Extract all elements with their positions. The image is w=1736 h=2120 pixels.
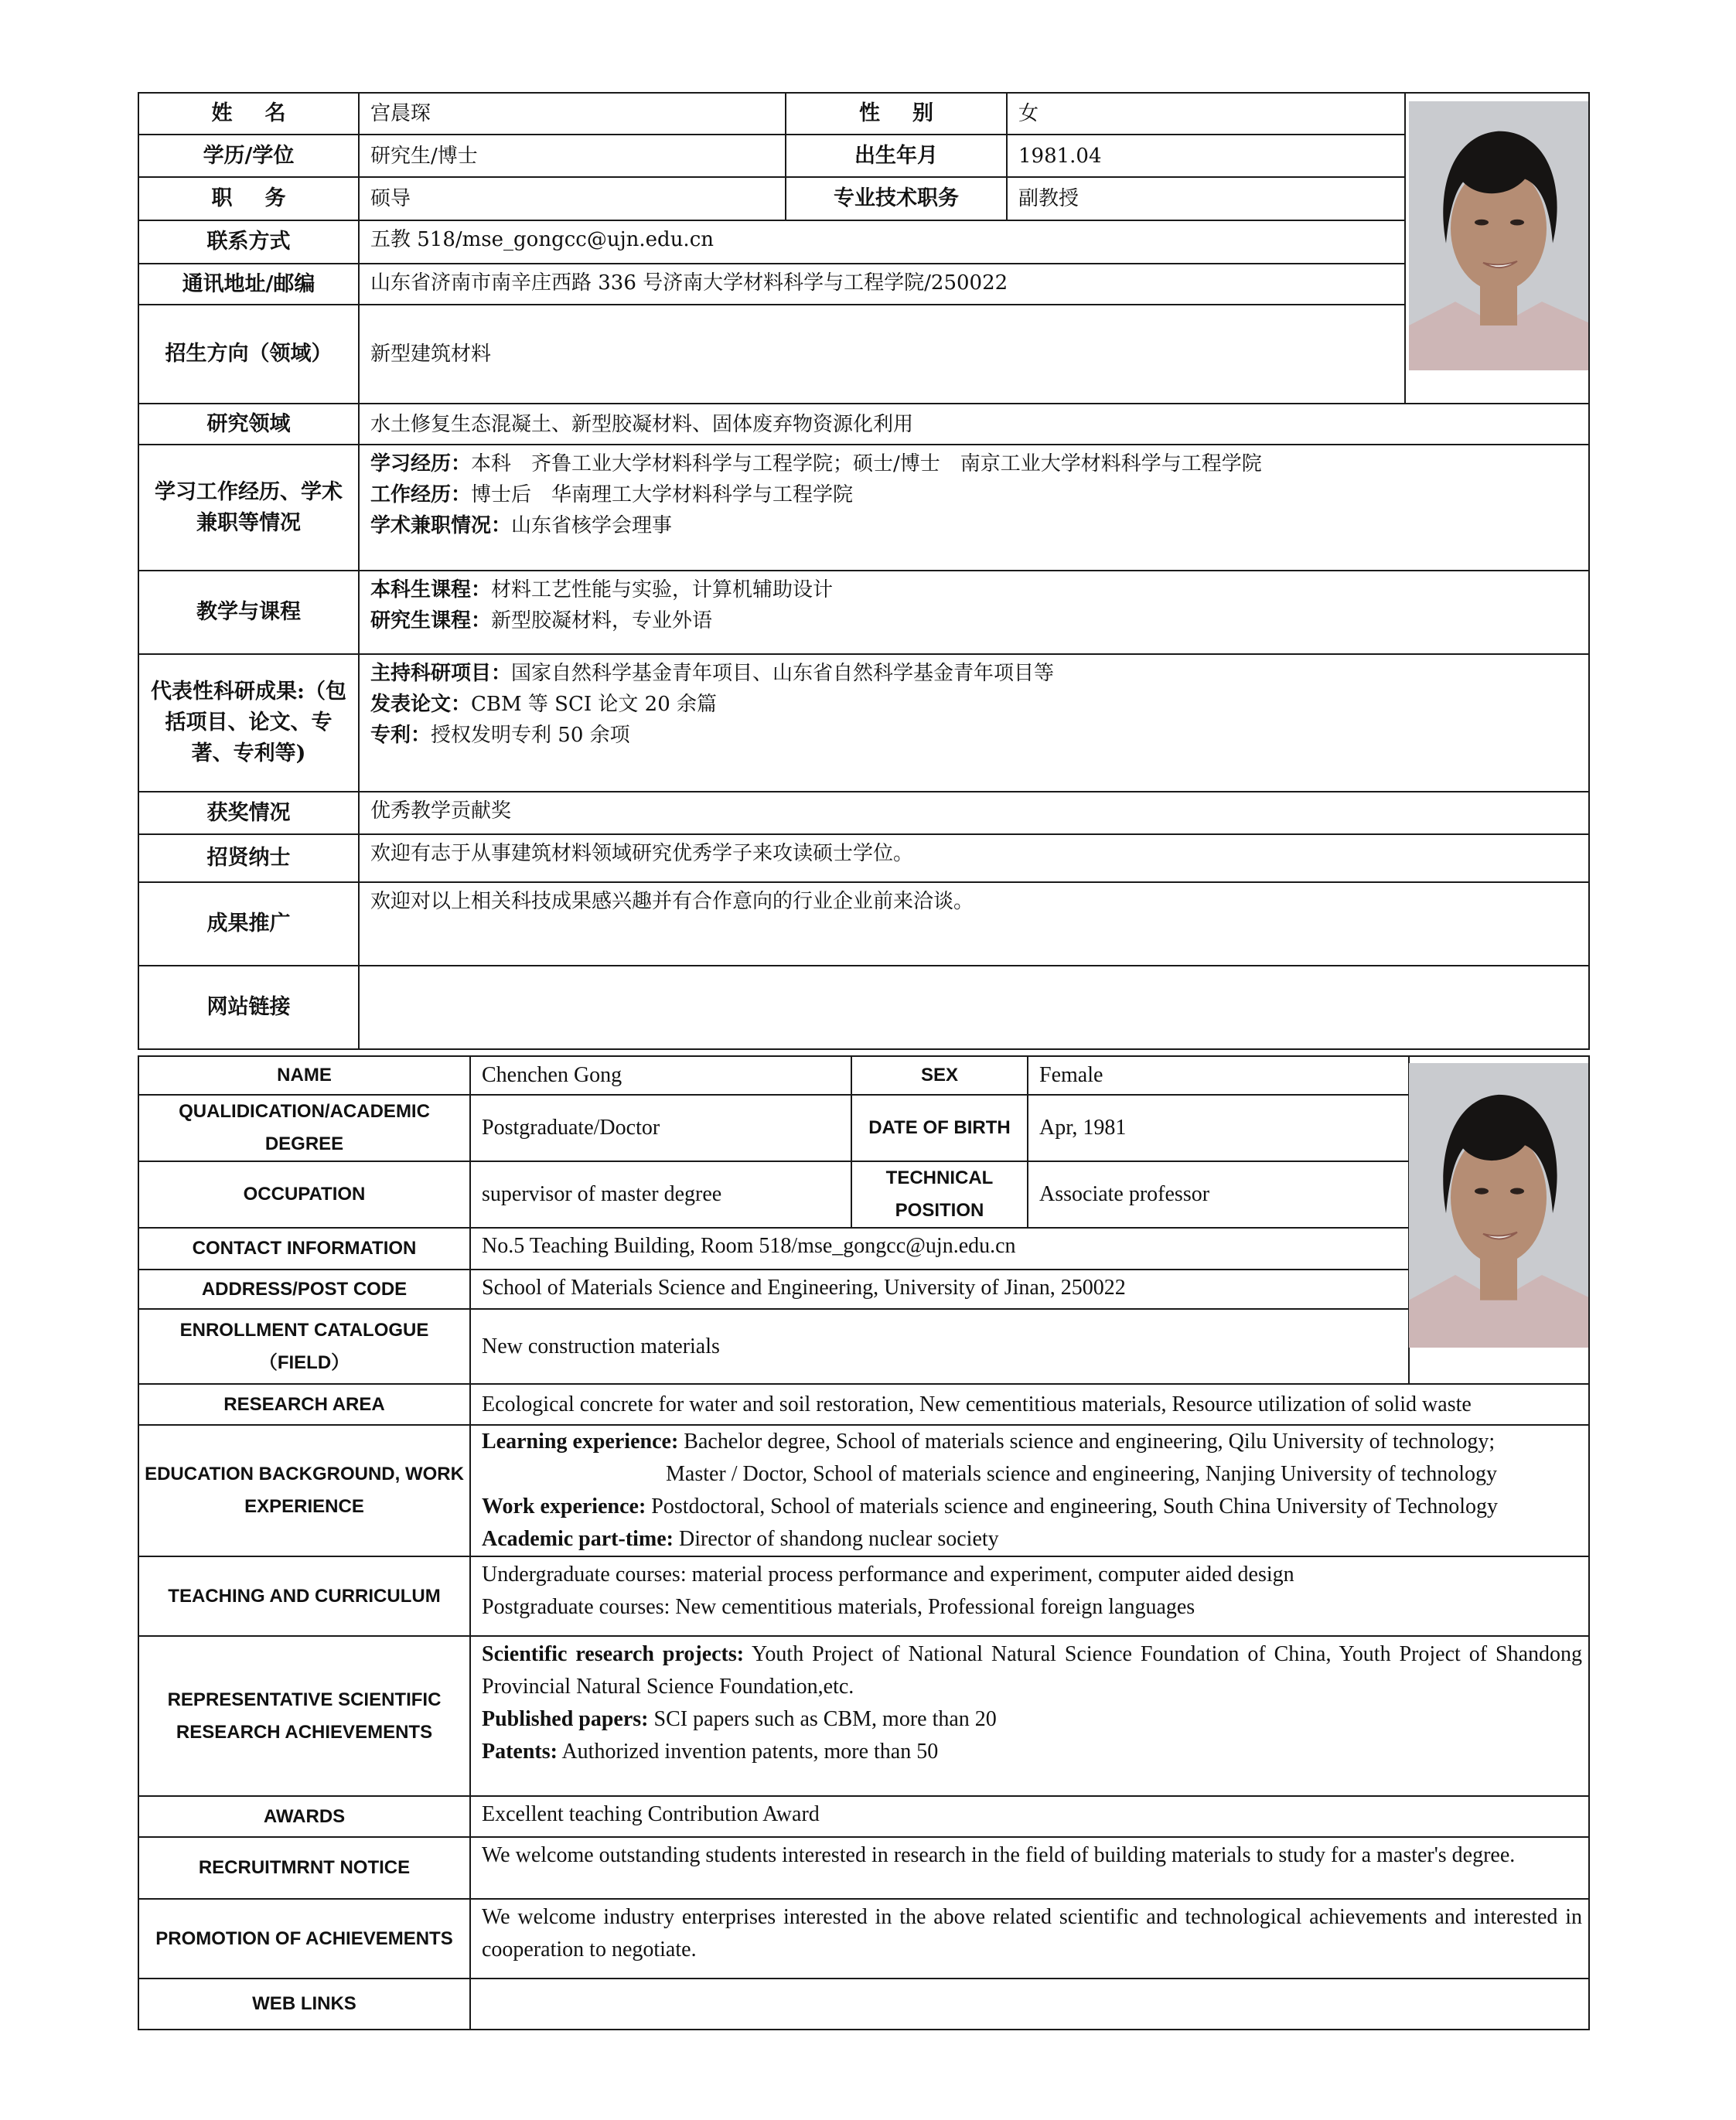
table-row <box>138 1796 1589 1837</box>
experience-key: Academic part-time: <box>482 1527 674 1551</box>
label-awards: 获奖情况 <box>138 792 359 834</box>
experience-text: 山东省核学会理事 <box>511 514 673 537</box>
table-row <box>138 1384 1589 1425</box>
achievement-text: 授权发明专利 50 余项 <box>431 724 630 747</box>
label-technical-position: TECHNICAL POSITION <box>851 1161 1028 1228</box>
label-research: 研究领域 <box>138 404 359 445</box>
label-achievements: REPRESENTATIVE SCIENTIFIC RESEARCH ACHIEVEMENTS <box>138 1636 470 1796</box>
label-degree: QUALIDICATION/ACADEMIC DEGREE <box>138 1095 470 1161</box>
table-row <box>138 966 1589 1049</box>
experience-key: Learning experience: <box>482 1430 679 1454</box>
table-row <box>138 1309 1589 1384</box>
value-technical-position: Associate professor <box>1028 1161 1409 1228</box>
experience-key: 学习经历： <box>370 452 472 475</box>
experience-key: 工作经历： <box>370 483 472 506</box>
value-promotion: We welcome industry enterprises interested in the above related scientific and technological achievements and interested in cooperation to negotiate. <box>470 1899 1589 1979</box>
value-website[interactable] <box>470 1979 1589 2030</box>
achievement-text: CBM 等 SCI 论文 20 余篇 <box>471 693 718 716</box>
achievement-key: Scientific research projects: <box>482 1642 745 1666</box>
achievement-key: 专利： <box>370 724 431 747</box>
label-website: WEB LINKS <box>138 1979 470 2030</box>
table-row <box>138 654 1589 792</box>
experience-line <box>482 1426 1582 1458</box>
value-teaching <box>470 1556 1589 1636</box>
label-website: 网站链接 <box>138 966 359 1049</box>
achievement-line <box>370 689 1588 720</box>
label-occupation: OCCUPATION <box>138 1161 470 1228</box>
value-experience <box>359 445 1589 571</box>
label-position: 职务 <box>138 177 359 220</box>
achievement-text: 国家自然科学基金青年项目、山东省自然科学基金青年项目等 <box>511 662 1055 685</box>
value-sex: Female <box>1028 1056 1409 1095</box>
value-contact: 五教 518/mse_gongcc@ujn.edu.cn <box>359 220 1405 264</box>
experience-line <box>370 479 1588 510</box>
value-position: 硕导 <box>359 177 786 220</box>
label-achievements: 代表性科研成果:（包括项目、论文、专著、专利等) <box>138 654 359 792</box>
value-research: 水土修复生态混凝土、新型胶凝材料、固体废弃物资源化利用 <box>359 404 1589 445</box>
value-recruitment: We welcome outstanding students interested in research in the field of building materials to study for a master's degree. <box>470 1837 1589 1899</box>
value-website[interactable] <box>359 966 1589 1049</box>
value-title: 副教授 <box>1007 177 1405 220</box>
table-row <box>138 1425 1589 1556</box>
label-contact: CONTACT INFORMATION <box>138 1228 470 1270</box>
teaching-key: 研究生课程： <box>370 609 492 632</box>
label-teaching: 教学与课程 <box>138 571 359 654</box>
label-experience: EDUCATION BACKGROUND, WORK EXPERIENCE <box>138 1425 470 1556</box>
value-enrollment: 新型建筑材料 <box>359 305 1405 404</box>
achievement-key: 主持科研项目： <box>370 662 512 685</box>
value-degree: Postgraduate/Doctor <box>470 1095 851 1161</box>
photo-cell <box>1409 1056 1589 1384</box>
photo-eye-left <box>1475 220 1489 226</box>
label-promotion: 成果推广 <box>138 882 359 966</box>
teaching-text: 材料工艺性能与实验，计算机辅助设计 <box>491 578 834 602</box>
label-awards: AWARDS <box>138 1796 470 1837</box>
achievement-line <box>482 1736 1582 1768</box>
value-experience <box>470 1425 1589 1556</box>
label-recruitment: 招贤纳士 <box>138 834 359 882</box>
label-name: NAME <box>138 1056 470 1095</box>
achievement-key: 发表论文： <box>370 693 472 716</box>
table-row <box>138 305 1589 404</box>
value-contact: No.5 Teaching Building, Room 518/mse_gongcc@ujn.edu.cn <box>470 1228 1409 1270</box>
table-row <box>138 264 1589 305</box>
portrait-photo <box>1409 101 1588 370</box>
experience-text: Director of shandong nuclear society <box>679 1527 999 1551</box>
label-address: 通讯地址/邮编 <box>138 264 359 305</box>
table-row <box>138 1899 1589 1979</box>
label-research: RESEARCH AREA <box>138 1384 470 1425</box>
chinese-profile-table <box>138 92 1590 1050</box>
achievement-text: Youth Project of National Natural Science Foundation of China, Youth Project of Shandong Provincial Natural Science Foundation,etc. <box>482 1642 1583 1699</box>
label-teaching: TEACHING AND CURRICULUM <box>138 1556 470 1636</box>
table-row <box>138 1556 1589 1636</box>
table-row <box>138 135 1589 177</box>
table-row <box>138 93 1589 135</box>
value-achievements <box>359 654 1589 792</box>
experience-line <box>370 510 1588 541</box>
table-row <box>138 1228 1589 1270</box>
photo-cell <box>1405 93 1589 404</box>
label-name: 姓名 <box>138 93 359 135</box>
value-birth: 1981.04 <box>1007 135 1405 177</box>
table-row <box>138 1161 1589 1228</box>
table-row <box>138 882 1589 966</box>
value-birth: Apr, 1981 <box>1028 1095 1409 1161</box>
experience-line <box>482 1491 1582 1523</box>
experience-key: Work experience: <box>482 1495 646 1518</box>
achievement-key: Patents: <box>482 1740 558 1764</box>
photo-eye-left <box>1475 1188 1489 1195</box>
table-row <box>138 445 1589 571</box>
photo-eye-right <box>1510 1188 1524 1195</box>
table-row <box>138 1636 1589 1796</box>
table-row <box>138 571 1589 654</box>
achievement-line <box>482 1638 1582 1703</box>
achievement-text: SCI papers such as CBM, more than 20 <box>653 1707 997 1731</box>
label-experience: 学习工作经历、学术兼职等情况 <box>138 445 359 571</box>
table-row <box>138 404 1589 445</box>
photo-eye-right <box>1510 220 1524 226</box>
label-enrollment: ENROLLMENT CATALOGUE（FIELD） <box>138 1309 470 1384</box>
value-teaching <box>359 571 1589 654</box>
value-address: School of Materials Science and Engineering, University of Jinan, 250022 <box>470 1270 1409 1309</box>
table-row <box>138 1979 1589 2030</box>
value-name: 宫晨琛 <box>359 93 786 135</box>
experience-line <box>482 1523 1582 1556</box>
label-birth: 出生年月 <box>786 135 1007 177</box>
label-sex: SEX <box>851 1056 1028 1095</box>
achievement-line <box>370 658 1588 689</box>
table-row <box>138 1837 1589 1899</box>
value-gender: 女 <box>1007 93 1405 135</box>
experience-text: Postdoctoral, School of materials science and engineering, South China University of Technology <box>651 1495 1499 1518</box>
label-recruitment: RECRUITMRNT NOTICE <box>138 1837 470 1899</box>
experience-line <box>482 1458 1582 1491</box>
teaching-line <box>370 605 1588 636</box>
experience-text: Master / Doctor, School of materials science and engineering, Nanjing University of technology <box>666 1462 1498 1486</box>
table-row <box>138 220 1589 264</box>
value-name: Chenchen Gong <box>470 1056 851 1095</box>
table-row <box>138 1270 1589 1309</box>
label-gender: 性别 <box>786 93 1007 135</box>
teaching-line <box>370 574 1588 605</box>
value-degree: 研究生/博士 <box>359 135 786 177</box>
value-awards: Excellent teaching Contribution Award <box>470 1796 1589 1837</box>
value-achievements <box>470 1636 1589 1796</box>
label-contact: 联系方式 <box>138 220 359 264</box>
achievement-key: Published papers: <box>482 1707 649 1731</box>
label-promotion: PROMOTION OF ACHIEVEMENTS <box>138 1899 470 1979</box>
experience-key: 学术兼职情况： <box>370 514 512 537</box>
teaching-text: 新型胶凝材料，专业外语 <box>491 609 713 632</box>
table-row <box>138 1095 1589 1161</box>
value-recruitment: 欢迎有志于从事建筑材料领域研究优秀学子来攻读硕士学位。 <box>359 834 1589 882</box>
achievement-line <box>482 1703 1582 1736</box>
table-row <box>138 834 1589 882</box>
teaching-key: 本科生课程： <box>370 578 492 602</box>
label-title: 专业技术职务 <box>786 177 1007 220</box>
english-profile-table <box>138 1055 1590 2030</box>
experience-text: 博士后 华南理工大学材料科学与工程学院 <box>471 483 854 506</box>
achievement-line <box>370 720 1588 751</box>
table-row <box>138 792 1589 834</box>
value-research: Ecological concrete for water and soil restoration, New cementitious materials, Resource utilization of solid waste <box>470 1384 1589 1425</box>
label-degree: 学历/学位 <box>138 135 359 177</box>
experience-line <box>370 448 1588 479</box>
table-row <box>138 1056 1589 1095</box>
label-address: ADDRESS/POST CODE <box>138 1270 470 1309</box>
achievement-text: Authorized invention patents, more than 50 <box>561 1740 939 1764</box>
value-enrollment: New construction materials <box>470 1309 1409 1384</box>
value-promotion: 欢迎对以上相关科技成果感兴趣并有合作意向的行业企业前来洽谈。 <box>359 882 1589 966</box>
experience-text: 本科 齐鲁工业大学材料科学与工程学院；硕士/博士 南京工业大学材料科学与工程学院 <box>471 452 1262 475</box>
label-enrollment: 招生方向（领域） <box>138 305 359 404</box>
portrait-photo <box>1409 1063 1588 1348</box>
value-occupation: supervisor of master degree <box>470 1161 851 1228</box>
teaching-line: Undergraduate courses: material process performance and experiment, computer aided design <box>482 1563 1294 1587</box>
teaching-line: Postgraduate courses: New cementitious materials, Professional foreign languages <box>482 1595 1195 1619</box>
label-birth: DATE OF BIRTH <box>851 1095 1028 1161</box>
table-row <box>138 177 1589 220</box>
value-address: 山东省济南市南辛庄西路 336 号济南大学材料科学与工程学院/250022 <box>359 264 1405 305</box>
experience-text: Bachelor degree, School of materials science and engineering, Qilu University of technology; <box>684 1430 1496 1454</box>
value-awards: 优秀教学贡献奖 <box>359 792 1589 834</box>
